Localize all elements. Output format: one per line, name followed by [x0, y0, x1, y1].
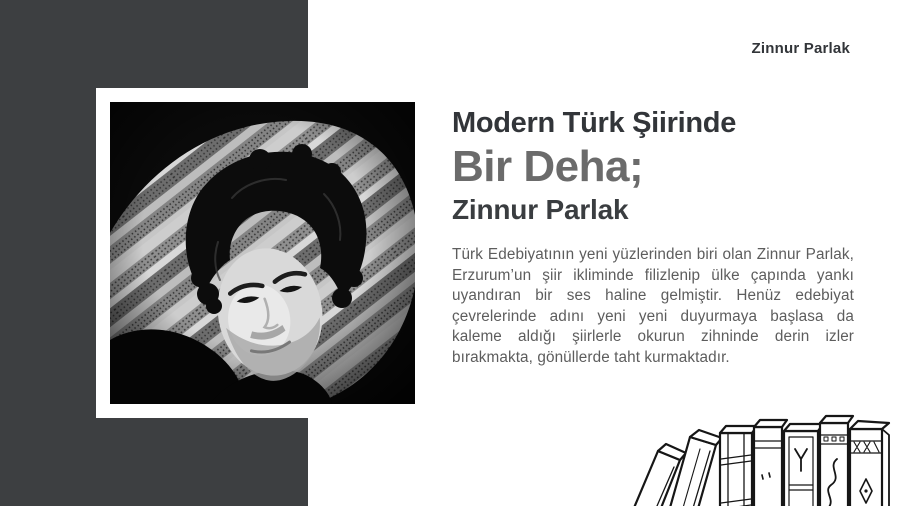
- biography-paragraph: Türk Edebiyatının yeni yüzlerinden biri olan Zinnur Parlak, Erzurum’un şiir ikliminde filizlenip ülke çapında yankı uyandıran bir ses haline gelmiştir. Henüz edebiyat çevrelerinde adını yeni yeni duyurmaya başlasa da kaleme aldığı şiirlerle okurun zihninde derin izler bırakmakta, gönüllerde taht kurmaktadır.: [452, 246, 854, 366]
- portrait-photo: [110, 102, 415, 404]
- portrait-photo-frame: [96, 88, 429, 418]
- title-subtitle: Zinnur Parlak: [452, 194, 629, 225]
- title-kicker: Modern Türk Şiirinde: [452, 107, 737, 139]
- title-headline: Bir Deha;: [452, 142, 644, 191]
- content-block: [452, 106, 856, 369]
- books-sketch-icon: [620, 411, 900, 506]
- header-brand: Zinnur Parlak: [751, 40, 850, 57]
- books-illustration: [620, 411, 900, 506]
